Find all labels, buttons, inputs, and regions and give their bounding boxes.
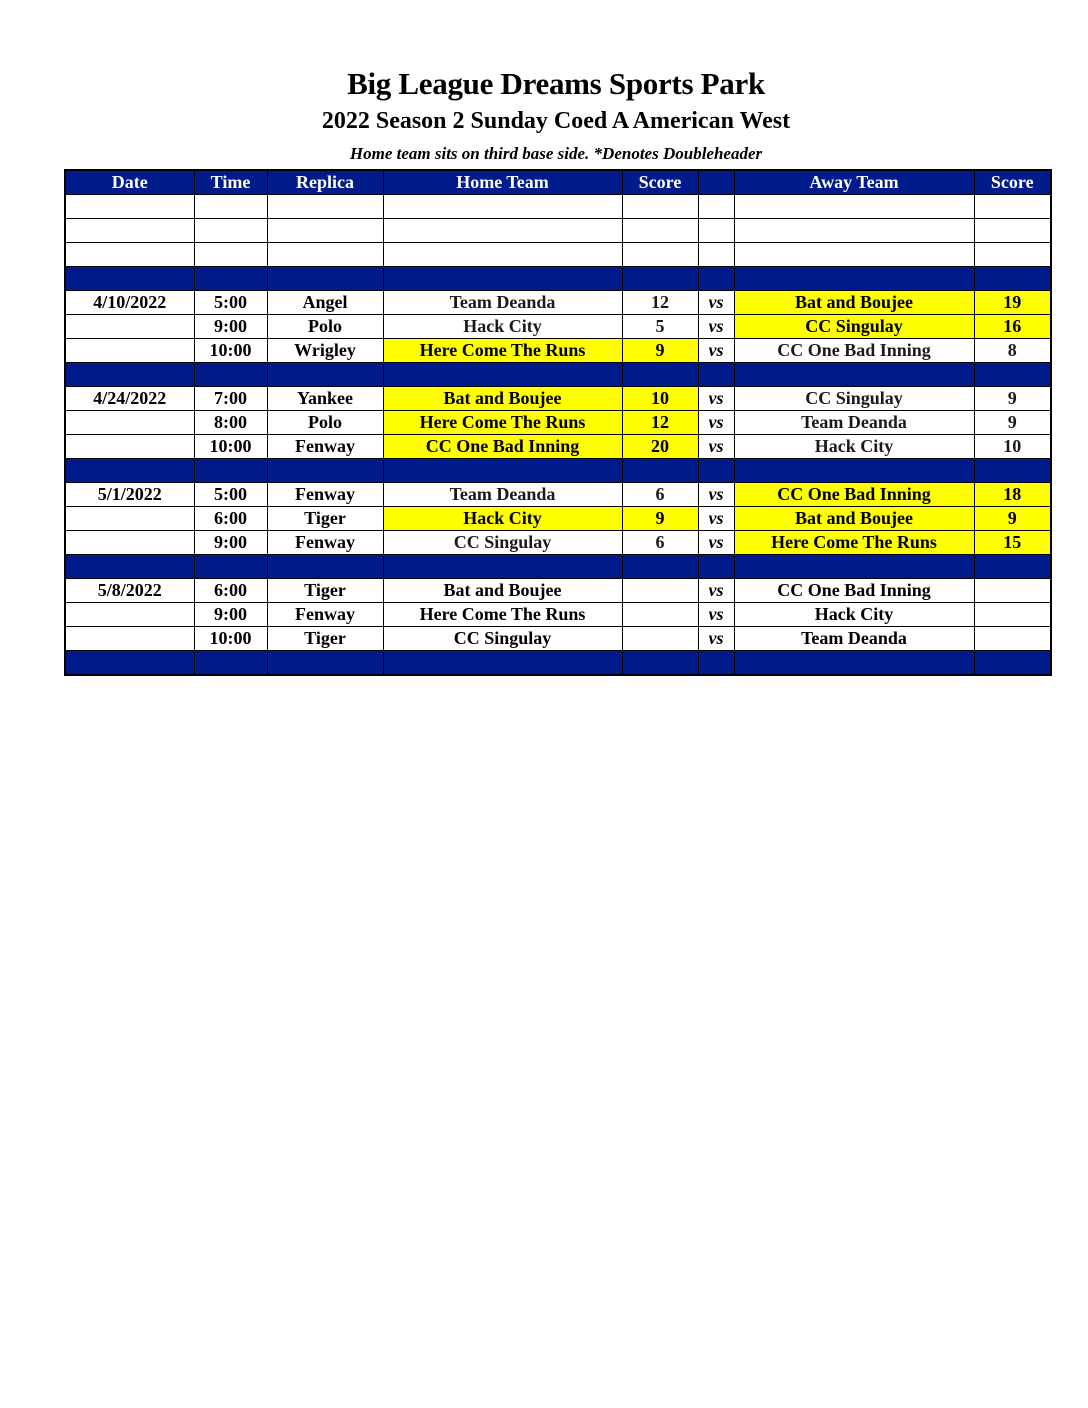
replica-cell: Polo [267, 411, 383, 435]
home-team-cell: Here Come The Runs [383, 603, 622, 627]
replica-cell: Tiger [267, 627, 383, 651]
home-score-cell: 12 [622, 411, 698, 435]
game-row [65, 315, 1051, 339]
date-cell: 4/10/2022 [65, 291, 194, 315]
time-cell: 5:00 [194, 291, 267, 315]
away-score-cell: 9 [974, 411, 1051, 435]
separator-row [65, 267, 1051, 291]
col-header-replica: Replica [267, 170, 383, 195]
vs-cell: vs [698, 579, 734, 603]
empty-row [65, 219, 1051, 243]
league-subtitle: 2022 Season 2 Sunday Coed A American West [321, 108, 791, 134]
home-score-cell: 10 [622, 387, 698, 411]
away-team-cell: CC One Bad Inning [734, 579, 974, 603]
time-cell: 10:00 [194, 339, 267, 363]
schedule-table [64, 169, 1052, 676]
date-cell [65, 315, 194, 339]
date-cell [65, 507, 194, 531]
vs-cell: vs [698, 603, 734, 627]
away-score-cell: 10 [974, 435, 1051, 459]
home-score-cell: 9 [622, 507, 698, 531]
away-team-cell: Team Deanda [734, 627, 974, 651]
empty-row [65, 195, 1051, 219]
game-row [65, 339, 1051, 363]
home-score-cell [622, 627, 698, 651]
away-team-cell: CC Singulay [734, 387, 974, 411]
replica-cell: Tiger [267, 579, 383, 603]
home-team-cell: Bat and Boujee [383, 387, 622, 411]
game-row [65, 579, 1051, 603]
replica-cell: Angel [267, 291, 383, 315]
date-cell [65, 411, 194, 435]
header-row [65, 170, 1051, 195]
home-score-cell [622, 603, 698, 627]
away-score-cell [974, 603, 1051, 627]
home-score-cell: 20 [622, 435, 698, 459]
vs-cell: vs [698, 507, 734, 531]
time-cell: 5:00 [194, 483, 267, 507]
away-score-cell: 9 [974, 507, 1051, 531]
home-team-cell: Here Come The Runs [383, 411, 622, 435]
vs-cell: vs [698, 315, 734, 339]
time-cell: 7:00 [194, 387, 267, 411]
separator-row [65, 555, 1051, 579]
time-cell: 9:00 [194, 531, 267, 555]
date-cell [65, 339, 194, 363]
home-team-cell: Hack City [383, 507, 622, 531]
away-team-cell: Hack City [734, 603, 974, 627]
home-team-cell: Team Deanda [383, 483, 622, 507]
away-team-cell: Here Come The Runs [734, 531, 974, 555]
away-team-cell: CC One Bad Inning [734, 339, 974, 363]
vs-cell: vs [698, 435, 734, 459]
away-score-cell [974, 579, 1051, 603]
home-team-cell: CC One Bad Inning [383, 435, 622, 459]
separator-row [65, 459, 1051, 483]
empty-row [65, 243, 1051, 267]
date-cell [65, 435, 194, 459]
time-cell: 6:00 [194, 579, 267, 603]
date-cell: 5/8/2022 [65, 579, 194, 603]
away-score-cell [974, 627, 1051, 651]
vs-cell: vs [698, 339, 734, 363]
date-cell [65, 531, 194, 555]
away-team-cell: CC One Bad Inning [734, 483, 974, 507]
separator-row [65, 363, 1051, 387]
replica-cell: Fenway [267, 603, 383, 627]
replica-cell: Fenway [267, 435, 383, 459]
away-team-cell: Bat and Boujee [734, 291, 974, 315]
away-score-cell: 9 [974, 387, 1051, 411]
game-row [65, 531, 1051, 555]
date-cell [65, 603, 194, 627]
col-header-home-score: Score [622, 170, 698, 195]
replica-cell: Polo [267, 315, 383, 339]
vs-cell: vs [698, 531, 734, 555]
vs-cell: vs [698, 291, 734, 315]
game-row [65, 291, 1051, 315]
time-cell: 10:00 [194, 435, 267, 459]
game-row [65, 603, 1051, 627]
replica-cell: Fenway [267, 531, 383, 555]
col-header-home-team: Home Team [383, 170, 622, 195]
away-team-cell: Bat and Boujee [734, 507, 974, 531]
replica-cell: Wrigley [267, 339, 383, 363]
col-header-date: Date [65, 170, 194, 195]
vs-cell: vs [698, 387, 734, 411]
vs-cell: vs [698, 411, 734, 435]
home-team-cell: CC Singulay [383, 627, 622, 651]
home-score-cell: 5 [622, 315, 698, 339]
home-score-cell: 6 [622, 531, 698, 555]
time-cell: 8:00 [194, 411, 267, 435]
game-row [65, 411, 1051, 435]
col-header-away-score: Score [974, 170, 1051, 195]
home-team-cell: Hack City [383, 315, 622, 339]
time-cell: 6:00 [194, 507, 267, 531]
time-cell: 9:00 [194, 603, 267, 627]
time-cell: 10:00 [194, 627, 267, 651]
game-row [65, 435, 1051, 459]
page-title: Big League Dreams Sports Park [347, 66, 765, 101]
game-row [65, 627, 1051, 651]
vs-cell: vs [698, 627, 734, 651]
col-header-time: Time [194, 170, 267, 195]
replica-cell: Tiger [267, 507, 383, 531]
away-team-cell: Hack City [734, 435, 974, 459]
date-cell [65, 627, 194, 651]
away-team-cell: Team Deanda [734, 411, 974, 435]
home-score-cell: 9 [622, 339, 698, 363]
col-header-vs [698, 170, 734, 195]
away-score-cell: 18 [974, 483, 1051, 507]
away-score-cell: 19 [974, 291, 1051, 315]
date-cell: 4/24/2022 [65, 387, 194, 411]
home-score-cell: 12 [622, 291, 698, 315]
col-header-away-team: Away Team [734, 170, 974, 195]
away-team-cell: CC Singulay [734, 315, 974, 339]
game-row [65, 387, 1051, 411]
home-team-cell: Here Come The Runs [383, 339, 622, 363]
home-team-cell: Bat and Boujee [383, 579, 622, 603]
time-cell: 9:00 [194, 315, 267, 339]
away-score-cell: 8 [974, 339, 1051, 363]
away-score-cell: 16 [974, 315, 1051, 339]
game-row [65, 507, 1051, 531]
vs-cell: vs [698, 483, 734, 507]
schedule-note: Home team sits on third base side. *Denotes Doubleheader [349, 144, 763, 163]
replica-cell: Yankee [267, 387, 383, 411]
home-team-cell: Team Deanda [383, 291, 622, 315]
home-score-cell [622, 579, 698, 603]
separator-row [65, 651, 1051, 676]
date-cell: 5/1/2022 [65, 483, 194, 507]
replica-cell: Fenway [267, 483, 383, 507]
away-score-cell: 15 [974, 531, 1051, 555]
game-row [65, 483, 1051, 507]
home-team-cell: CC Singulay [383, 531, 622, 555]
home-score-cell: 6 [622, 483, 698, 507]
